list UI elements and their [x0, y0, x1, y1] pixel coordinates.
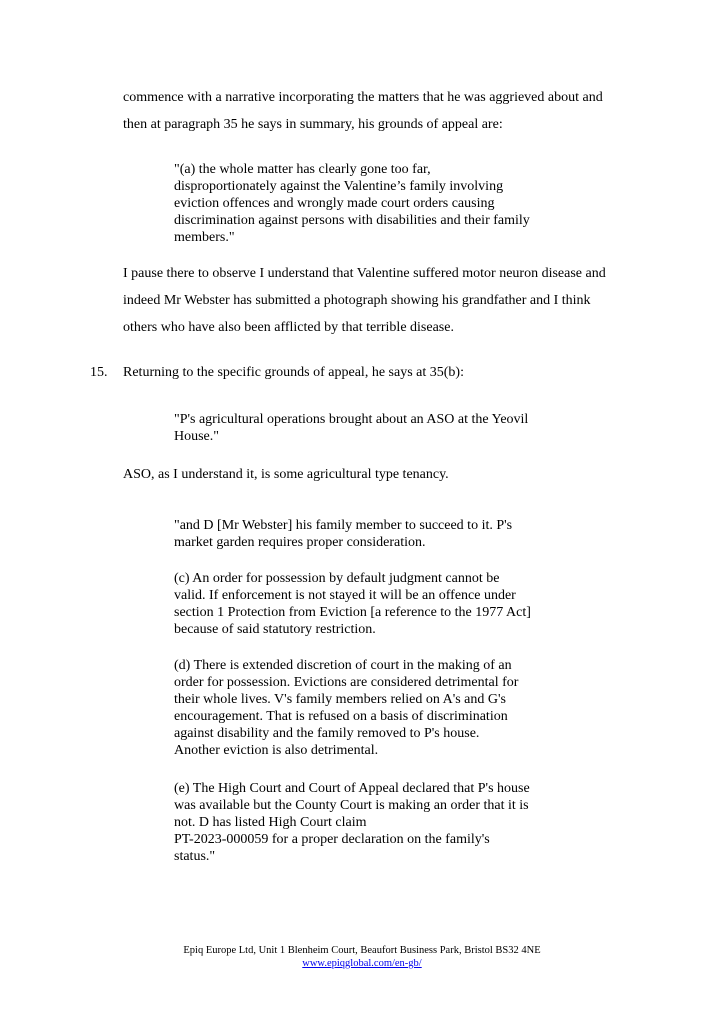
text-line: members." — [174, 230, 235, 245]
quote-ground-e — [174, 780, 554, 865]
text-line: encouragement. That is refused on a basis of discrimination — [174, 709, 508, 724]
text-line: then at paragraph 35 he says in summary, his grounds of appeal are: — [123, 117, 503, 132]
text-line: "P's agricultural operations brought about an ASO at the Yeovil — [174, 412, 529, 427]
text-line: (e) The High Court and Court of Appeal declared that P's house — [174, 781, 530, 796]
paragraph-aso — [123, 461, 643, 488]
text-line: Returning to the specific grounds of appeal, he says at 35(b): — [123, 365, 464, 380]
text-line: market garden requires proper consideration. — [174, 535, 426, 550]
text-line: (c) An order for possession by default judgment cannot be — [174, 571, 500, 586]
footer-address: Epiq Europe Ltd, Unit 1 Blenheim Court, Beaufort Business Park, Bristol BS32 4NE — [183, 945, 541, 956]
text-line: I pause there to observe I understand that Valentine suffered motor neuron disease and — [123, 266, 606, 281]
quote-succeed — [174, 517, 554, 551]
text-line: valid. If enforcement is not stayed it will be an offence under — [174, 588, 516, 603]
text-line: order for possession. Evictions are considered detrimental for — [174, 675, 519, 690]
text-line: their whole lives. V's family members relied on A's and G's — [174, 692, 506, 707]
text-line: status." — [174, 849, 216, 864]
text-line: commence with a narrative incorporating the matters that he was aggrieved about and — [123, 90, 603, 105]
text-line: was available but the County Court is making an order that it is — [174, 798, 529, 813]
quote-ground-a — [174, 161, 554, 246]
quote-ground-b — [174, 411, 554, 445]
paragraph-continuation — [123, 84, 643, 138]
text-line: "(a) the whole matter has clearly gone too far, — [174, 162, 431, 177]
paragraph-number: 15. — [90, 365, 108, 380]
text-line: because of said statutory restriction. — [174, 622, 376, 637]
footer-link[interactable]: www.epiqglobal.com/en-gb/ — [302, 958, 422, 969]
text-line: section 1 Protection from Eviction [a reference to the 1977 Act] — [174, 605, 531, 620]
text-line: ASO, as I understand it, is some agricultural type tenancy. — [123, 467, 449, 482]
text-line: PT-2023-000059 for a proper declaration on the family's — [174, 832, 490, 847]
text-line: House." — [174, 429, 219, 444]
text-line: indeed Mr Webster has submitted a photograph showing his grandfather and I think — [123, 293, 591, 308]
text-line: "and D [Mr Webster] his family member to succeed to it. P's — [174, 518, 513, 533]
paragraph-15 — [123, 359, 643, 386]
text-line: against disability and the family removed to P's house. — [174, 726, 480, 741]
text-line: eviction offences and wrongly made court orders causing — [174, 196, 495, 211]
quote-ground-c — [174, 570, 554, 638]
page-footer — [0, 944, 724, 970]
text-line: others who have also been afflicted by that terrible disease. — [123, 320, 454, 335]
text-line: (d) There is extended discretion of court in the making of an — [174, 658, 512, 673]
paragraph-motor-neuron — [123, 260, 643, 341]
text-line: discrimination against persons with disabilities and their family — [174, 213, 530, 228]
text-line: disproportionately against the Valentine’s family involving — [174, 179, 504, 194]
text-line: Another eviction is also detrimental. — [174, 743, 379, 758]
quote-ground-d — [174, 657, 554, 759]
text-line: not. D has listed High Court claim — [174, 815, 367, 830]
